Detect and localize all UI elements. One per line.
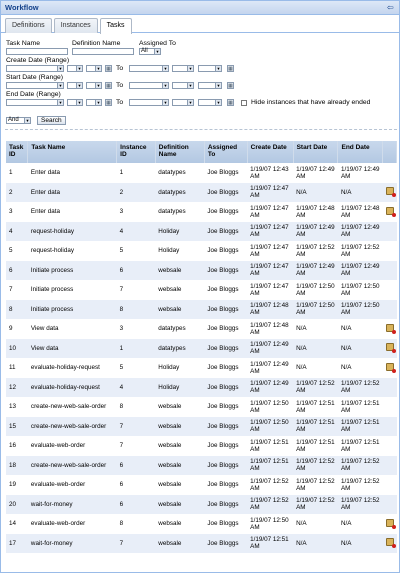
- table-row[interactable]: [6, 475, 397, 495]
- cell-start-date: 1/19/07 12:49 AM: [293, 222, 338, 242]
- cell-start-date: 1/19/07 12:49 AM: [293, 163, 338, 183]
- cell-definition-name: datatypes: [155, 339, 204, 359]
- cell-create-date: 1/19/07 12:43 AM: [247, 163, 293, 183]
- cell-start-date: N/A: [293, 319, 338, 339]
- edit-task-icon[interactable]: [386, 207, 394, 215]
- cell-assigned-to: Joe Bloggs: [204, 300, 247, 320]
- header-task-name[interactable]: Task Name: [28, 141, 117, 163]
- cell-start-date: 1/19/07 12:51 AM: [293, 397, 338, 417]
- table-row[interactable]: [6, 456, 397, 476]
- start-date-from-day[interactable]: [67, 82, 83, 89]
- cell-end-date: N/A: [338, 534, 383, 554]
- cell-task-name: Initiate process: [28, 261, 117, 281]
- cell-task-name: wait-for-money: [28, 534, 117, 554]
- cell-actions: [383, 241, 397, 261]
- and-or-select[interactable]: [6, 117, 31, 124]
- cell-definition-name: websale: [155, 397, 204, 417]
- end-date-from-year[interactable]: [86, 99, 102, 106]
- table-row[interactable]: [6, 280, 397, 300]
- chevron-down-icon: ▼: [58, 100, 63, 105]
- assigned-to-select[interactable]: [139, 48, 161, 55]
- cell-create-date: 1/19/07 12:52 AM: [247, 475, 293, 495]
- cell-create-date: 1/19/07 12:49 AM: [247, 339, 293, 359]
- assigned-to-value: All: [141, 48, 148, 54]
- cell-instance-id: 1: [117, 339, 156, 359]
- chevron-down-icon: ▼: [188, 66, 193, 71]
- cell-instance-id: 8: [117, 514, 156, 534]
- cell-instance-id: 1: [117, 163, 156, 183]
- tab-instances[interactable]: Instances: [54, 18, 98, 33]
- cell-create-date: 1/19/07 12:47 AM: [247, 280, 293, 300]
- header-assigned-to[interactable]: Assigned To: [204, 141, 247, 163]
- cell-assigned-to: Joe Bloggs: [204, 534, 247, 554]
- table-row[interactable]: [6, 436, 397, 456]
- cell-instance-id: 6: [117, 475, 156, 495]
- cell-instance-id: 6: [117, 495, 156, 515]
- cell-definition-name: Holiday: [155, 378, 204, 398]
- cell-instance-id: 4: [117, 378, 156, 398]
- cell-assigned-to: Joe Bloggs: [204, 358, 247, 378]
- tab-tasks[interactable]: Tasks: [100, 18, 132, 34]
- cell-create-date: 1/19/07 12:47 AM: [247, 222, 293, 242]
- start-date-label: Start Date (Range): [6, 74, 64, 81]
- cell-assigned-to: Joe Bloggs: [204, 378, 247, 398]
- cell-instance-id: 3: [117, 202, 156, 222]
- cell-task-id: 10: [6, 339, 28, 359]
- cell-start-date: N/A: [293, 339, 338, 359]
- cell-create-date: 1/19/07 12:50 AM: [247, 417, 293, 437]
- status-dot-icon: [392, 544, 396, 548]
- table-row[interactable]: [6, 397, 397, 417]
- create-date-from-year[interactable]: [86, 65, 102, 72]
- assigned-to-label: Assigned To: [139, 40, 176, 47]
- start-date-to-day[interactable]: [172, 82, 194, 89]
- status-dot-icon: [392, 193, 396, 197]
- cell-assigned-to: Joe Bloggs: [204, 222, 247, 242]
- cell-end-date: 1/19/07 12:48 AM: [338, 202, 383, 222]
- cell-end-date: N/A: [338, 514, 383, 534]
- cell-task-name: evaluate-holiday-request: [28, 358, 117, 378]
- cell-assigned-to: Joe Bloggs: [204, 397, 247, 417]
- calendar-icon[interactable]: ▦: [228, 66, 233, 72]
- definition-name-label: Definition Name: [72, 40, 121, 47]
- cell-instance-id: 7: [117, 280, 156, 300]
- chevron-down-icon: ▼: [163, 100, 168, 105]
- cell-definition-name: websale: [155, 514, 204, 534]
- calendar-icon[interactable]: ▦: [228, 83, 233, 89]
- cell-task-name: create-new-web-sale-order: [28, 417, 117, 437]
- cell-task-id: 11: [6, 358, 28, 378]
- cell-instance-id: 6: [117, 261, 156, 281]
- chevron-down-icon: ▼: [188, 83, 193, 88]
- chevron-down-icon: ▼: [25, 118, 30, 123]
- cell-task-name: evaluate-web-order: [28, 514, 117, 534]
- cell-instance-id: 2: [117, 183, 156, 203]
- status-dot-icon: [392, 525, 396, 529]
- cell-create-date: 1/19/07 12:51 AM: [247, 456, 293, 476]
- cell-task-id: 9: [6, 319, 28, 339]
- cell-definition-name: datatypes: [155, 183, 204, 203]
- definition-name-input[interactable]: [72, 48, 134, 55]
- start-date-to-year[interactable]: [198, 82, 222, 89]
- cell-start-date: 1/19/07 12:48 AM: [293, 202, 338, 222]
- cell-end-date: N/A: [338, 183, 383, 203]
- cell-task-name: evaluate-web-order: [28, 436, 117, 456]
- cell-end-date: 1/19/07 12:52 AM: [338, 495, 383, 515]
- status-dot-icon: [392, 349, 396, 353]
- edit-task-icon[interactable]: [386, 519, 394, 527]
- cell-create-date: 1/19/07 12:51 AM: [247, 534, 293, 554]
- start-date-to-select[interactable]: [129, 82, 169, 89]
- cell-task-id: 6: [6, 261, 28, 281]
- edit-task-icon[interactable]: [386, 324, 394, 332]
- cell-create-date: 1/19/07 12:47 AM: [247, 183, 293, 203]
- cell-assigned-to: Joe Bloggs: [204, 456, 247, 476]
- cell-actions: [383, 378, 397, 398]
- cell-definition-name: websale: [155, 456, 204, 476]
- cell-actions: [383, 300, 397, 320]
- cell-start-date: N/A: [293, 183, 338, 203]
- table-row[interactable]: [6, 495, 397, 515]
- cell-assigned-to: Joe Bloggs: [204, 417, 247, 437]
- create-date-from-select[interactable]: [6, 65, 64, 72]
- cell-create-date: 1/19/07 12:49 AM: [247, 378, 293, 398]
- and-or-value: And: [8, 117, 19, 123]
- chevron-down-icon: ▼: [77, 100, 82, 105]
- calendar-icon[interactable]: ▦: [106, 83, 111, 89]
- task-name-input[interactable]: [6, 48, 68, 55]
- table-row[interactable]: [6, 202, 397, 222]
- cell-end-date: 1/19/07 12:52 AM: [338, 241, 383, 261]
- cell-create-date: 1/19/07 12:51 AM: [247, 436, 293, 456]
- status-dot-icon: [392, 330, 396, 334]
- cell-instance-id: 8: [117, 397, 156, 417]
- cell-start-date: 1/19/07 12:52 AM: [293, 495, 338, 515]
- cell-start-date: 1/19/07 12:51 AM: [293, 417, 338, 437]
- end-date-from-day[interactable]: [67, 99, 83, 106]
- cell-start-date: N/A: [293, 358, 338, 378]
- cell-instance-id: 8: [117, 300, 156, 320]
- edit-task-icon[interactable]: [386, 343, 394, 351]
- cell-task-id: 20: [6, 495, 28, 515]
- tasks-table: [6, 141, 397, 553]
- cell-instance-id: 5: [117, 358, 156, 378]
- status-dot-icon: [392, 369, 396, 373]
- edit-task-icon[interactable]: [386, 187, 394, 195]
- cell-end-date: 1/19/07 12:52 AM: [338, 378, 383, 398]
- end-to-label: To: [116, 99, 124, 106]
- title-bar: [1, 1, 399, 15]
- cell-task-name: create-new-web-sale-order: [28, 456, 117, 476]
- cell-definition-name: Holiday: [155, 358, 204, 378]
- chevron-down-icon: ▼: [96, 83, 101, 88]
- cell-create-date: 1/19/07 12:49 AM: [247, 358, 293, 378]
- cell-task-id: 3: [6, 202, 28, 222]
- cell-instance-id: 6: [117, 456, 156, 476]
- cell-start-date: 1/19/07 12:50 AM: [293, 300, 338, 320]
- table-body: [6, 163, 397, 553]
- cell-start-date: 1/19/07 12:50 AM: [293, 280, 338, 300]
- cell-actions: [383, 436, 397, 456]
- create-date-label: Create Date (Range): [6, 57, 70, 64]
- cell-task-name: Enter data: [28, 183, 117, 203]
- table-row[interactable]: [6, 183, 397, 203]
- cell-definition-name: websale: [155, 280, 204, 300]
- start-date-from-year[interactable]: [86, 82, 102, 89]
- cell-definition-name: Holiday: [155, 222, 204, 242]
- cell-start-date: N/A: [293, 534, 338, 554]
- cell-task-id: 12: [6, 378, 28, 398]
- table-row[interactable]: [6, 378, 397, 398]
- cell-definition-name: websale: [155, 417, 204, 437]
- chevron-down-icon: ▼: [77, 66, 82, 71]
- calendar-icon[interactable]: ▦: [106, 100, 111, 106]
- chevron-down-icon: ▼: [163, 66, 168, 71]
- end-date-to-year[interactable]: [198, 99, 222, 106]
- table-row[interactable]: [6, 261, 397, 281]
- cell-task-id: 2: [6, 183, 28, 203]
- cell-actions: [383, 397, 397, 417]
- cell-end-date: 1/19/07 12:52 AM: [338, 475, 383, 495]
- cell-create-date: 1/19/07 12:47 AM: [247, 202, 293, 222]
- cell-end-date: 1/19/07 12:52 AM: [338, 456, 383, 476]
- table-row[interactable]: [6, 300, 397, 320]
- table-row[interactable]: [6, 534, 397, 554]
- status-dot-icon: [392, 213, 396, 217]
- cell-actions: [383, 475, 397, 495]
- cell-actions: [383, 163, 397, 183]
- chevron-down-icon: ▼: [96, 66, 101, 71]
- cell-actions: [383, 417, 397, 437]
- chevron-down-icon: ▼: [163, 83, 168, 88]
- cell-end-date: 1/19/07 12:49 AM: [338, 222, 383, 242]
- chevron-down-icon: ▼: [155, 49, 160, 54]
- header-end-date[interactable]: End Date: [338, 141, 383, 163]
- table-row[interactable]: [6, 339, 397, 359]
- cell-instance-id: 4: [117, 222, 156, 242]
- cell-instance-id: 7: [117, 436, 156, 456]
- cell-end-date: 1/19/07 12:51 AM: [338, 397, 383, 417]
- cell-assigned-to: Joe Bloggs: [204, 495, 247, 515]
- cell-task-name: create-new-web-sale-order: [28, 397, 117, 417]
- cell-create-date: 1/19/07 12:47 AM: [247, 241, 293, 261]
- cell-task-id: 4: [6, 222, 28, 242]
- edit-task-icon[interactable]: [386, 538, 394, 546]
- task-name-label: Task Name: [6, 40, 40, 47]
- cell-assigned-to: Joe Bloggs: [204, 514, 247, 534]
- cell-start-date: N/A: [293, 514, 338, 534]
- hide-ended-label: Hide instances that have already ended: [251, 99, 371, 106]
- cell-start-date: 1/19/07 12:52 AM: [293, 378, 338, 398]
- cell-task-id: 1: [6, 163, 28, 183]
- create-date-to-day[interactable]: [172, 65, 194, 72]
- cell-instance-id: 3: [117, 319, 156, 339]
- header-task-id[interactable]: Task ID: [6, 141, 28, 163]
- cell-assigned-to: Joe Bloggs: [204, 475, 247, 495]
- divider: [5, 129, 397, 130]
- create-date-to-year[interactable]: [198, 65, 222, 72]
- cell-end-date: 1/19/07 12:51 AM: [338, 436, 383, 456]
- cell-definition-name: websale: [155, 436, 204, 456]
- chevron-down-icon: ▼: [216, 83, 221, 88]
- cell-end-date: N/A: [338, 358, 383, 378]
- cell-task-id: 15: [6, 417, 28, 437]
- table-row[interactable]: [6, 358, 397, 378]
- cell-task-id: 8: [6, 300, 28, 320]
- edit-task-icon[interactable]: [386, 363, 394, 371]
- cell-assigned-to: Joe Bloggs: [204, 202, 247, 222]
- cell-assigned-to: Joe Bloggs: [204, 280, 247, 300]
- table-row[interactable]: [6, 319, 397, 339]
- header-create-date[interactable]: Create Date: [247, 141, 293, 163]
- cell-end-date: 1/19/07 12:51 AM: [338, 417, 383, 437]
- cell-task-name: Initiate process: [28, 300, 117, 320]
- cell-definition-name: Holiday: [155, 241, 204, 261]
- chevron-down-icon: ▼: [58, 66, 63, 71]
- cell-task-name: Enter data: [28, 163, 117, 183]
- cell-actions: [383, 222, 397, 242]
- cell-actions: [383, 495, 397, 515]
- create-date-to-select[interactable]: [129, 65, 169, 72]
- cell-end-date: 1/19/07 12:50 AM: [338, 280, 383, 300]
- cell-create-date: 1/19/07 12:52 AM: [247, 495, 293, 515]
- cell-task-id: 13: [6, 397, 28, 417]
- end-date-from-select[interactable]: [6, 99, 64, 106]
- cell-create-date: 1/19/07 12:48 AM: [247, 319, 293, 339]
- cell-actions: [383, 183, 397, 203]
- start-date-from-select[interactable]: [6, 82, 64, 89]
- cell-start-date: 1/19/07 12:49 AM: [293, 261, 338, 281]
- panel-title: Workflow: [5, 3, 39, 12]
- cell-assigned-to: Joe Bloggs: [204, 241, 247, 261]
- cell-definition-name: websale: [155, 261, 204, 281]
- cell-actions: [383, 534, 397, 554]
- cell-assigned-to: Joe Bloggs: [204, 436, 247, 456]
- cell-definition-name: websale: [155, 495, 204, 515]
- collapse-arrow-icon[interactable]: ⇦: [387, 2, 394, 12]
- chevron-down-icon: ▼: [216, 66, 221, 71]
- cell-definition-name: websale: [155, 300, 204, 320]
- table-row[interactable]: [6, 222, 397, 242]
- cell-assigned-to: Joe Bloggs: [204, 261, 247, 281]
- cell-task-id: 18: [6, 456, 28, 476]
- calendar-icon[interactable]: ▦: [106, 66, 111, 72]
- cell-task-id: 19: [6, 475, 28, 495]
- cell-start-date: 1/19/07 12:52 AM: [293, 456, 338, 476]
- cell-instance-id: 7: [117, 534, 156, 554]
- cell-task-id: 5: [6, 241, 28, 261]
- cell-definition-name: websale: [155, 475, 204, 495]
- cell-create-date: 1/19/07 12:50 AM: [247, 397, 293, 417]
- cell-end-date: 1/19/07 12:49 AM: [338, 261, 383, 281]
- header-start-date[interactable]: Start Date: [293, 141, 338, 163]
- chevron-down-icon: ▼: [216, 100, 221, 105]
- cell-create-date: 1/19/07 12:47 AM: [247, 261, 293, 281]
- cell-task-name: request-holiday: [28, 222, 117, 242]
- cell-task-name: wait-for-money: [28, 495, 117, 515]
- chevron-down-icon: ▼: [77, 83, 82, 88]
- cell-end-date: N/A: [338, 319, 383, 339]
- end-date-label: End Date (Range): [6, 91, 61, 98]
- calendar-icon[interactable]: ▦: [228, 100, 233, 106]
- tab-definitions[interactable]: Definitions: [5, 18, 52, 33]
- cell-actions: [383, 261, 397, 281]
- cell-actions: [383, 514, 397, 534]
- tab-strip: [1, 15, 399, 33]
- cell-instance-id: 5: [117, 241, 156, 261]
- table-row[interactable]: [6, 514, 397, 534]
- cell-task-name: Enter data: [28, 202, 117, 222]
- cell-definition-name: websale: [155, 534, 204, 554]
- cell-start-date: 1/19/07 12:52 AM: [293, 241, 338, 261]
- chevron-down-icon: ▼: [188, 100, 193, 105]
- hide-ended-checkbox[interactable]: [241, 100, 247, 106]
- cell-actions: [383, 202, 397, 222]
- header-actions: [383, 141, 397, 163]
- cell-task-name: request-holiday: [28, 241, 117, 261]
- cell-definition-name: datatypes: [155, 202, 204, 222]
- table-header-row: [6, 141, 397, 163]
- end-date-to-day[interactable]: [172, 99, 194, 106]
- table-row[interactable]: [6, 241, 397, 261]
- cell-task-id: 17: [6, 534, 28, 554]
- cell-end-date: 1/19/07 12:49 AM: [338, 163, 383, 183]
- cell-assigned-to: Joe Bloggs: [204, 339, 247, 359]
- cell-task-id: 14: [6, 514, 28, 534]
- table-row[interactable]: [6, 163, 397, 183]
- chevron-down-icon: ▼: [58, 83, 63, 88]
- cell-task-name: View data: [28, 319, 117, 339]
- header-definition-name[interactable]: Definition Name: [155, 141, 204, 163]
- cell-task-name: View data: [28, 339, 117, 359]
- cell-actions: [383, 280, 397, 300]
- cell-actions: [383, 358, 397, 378]
- create-to-label: To: [116, 65, 124, 72]
- cell-task-name: Initiate process: [28, 280, 117, 300]
- cell-instance-id: 7: [117, 417, 156, 437]
- cell-create-date: 1/19/07 12:50 AM: [247, 514, 293, 534]
- chevron-down-icon: ▼: [96, 100, 101, 105]
- table-row[interactable]: [6, 417, 397, 437]
- cell-actions: [383, 339, 397, 359]
- cell-end-date: N/A: [338, 339, 383, 359]
- cell-end-date: 1/19/07 12:50 AM: [338, 300, 383, 320]
- cell-definition-name: datatypes: [155, 319, 204, 339]
- cell-assigned-to: Joe Bloggs: [204, 163, 247, 183]
- cell-assigned-to: Joe Bloggs: [204, 319, 247, 339]
- cell-actions: [383, 456, 397, 476]
- cell-task-name: evaluate-web-order: [28, 475, 117, 495]
- create-date-from-day[interactable]: [67, 65, 83, 72]
- cell-definition-name: datatypes: [155, 163, 204, 183]
- cell-start-date: 1/19/07 12:52 AM: [293, 475, 338, 495]
- search-button[interactable]: Search: [37, 116, 66, 125]
- header-instance-id[interactable]: Instance ID: [117, 141, 156, 163]
- end-date-to-select[interactable]: [129, 99, 169, 106]
- cell-assigned-to: Joe Bloggs: [204, 183, 247, 203]
- cell-task-name: evaluate-holiday-request: [28, 378, 117, 398]
- cell-task-id: 7: [6, 280, 28, 300]
- cell-actions: [383, 319, 397, 339]
- cell-task-id: 16: [6, 436, 28, 456]
- start-to-label: To: [116, 82, 124, 89]
- cell-create-date: 1/19/07 12:48 AM: [247, 300, 293, 320]
- cell-start-date: 1/19/07 12:51 AM: [293, 436, 338, 456]
